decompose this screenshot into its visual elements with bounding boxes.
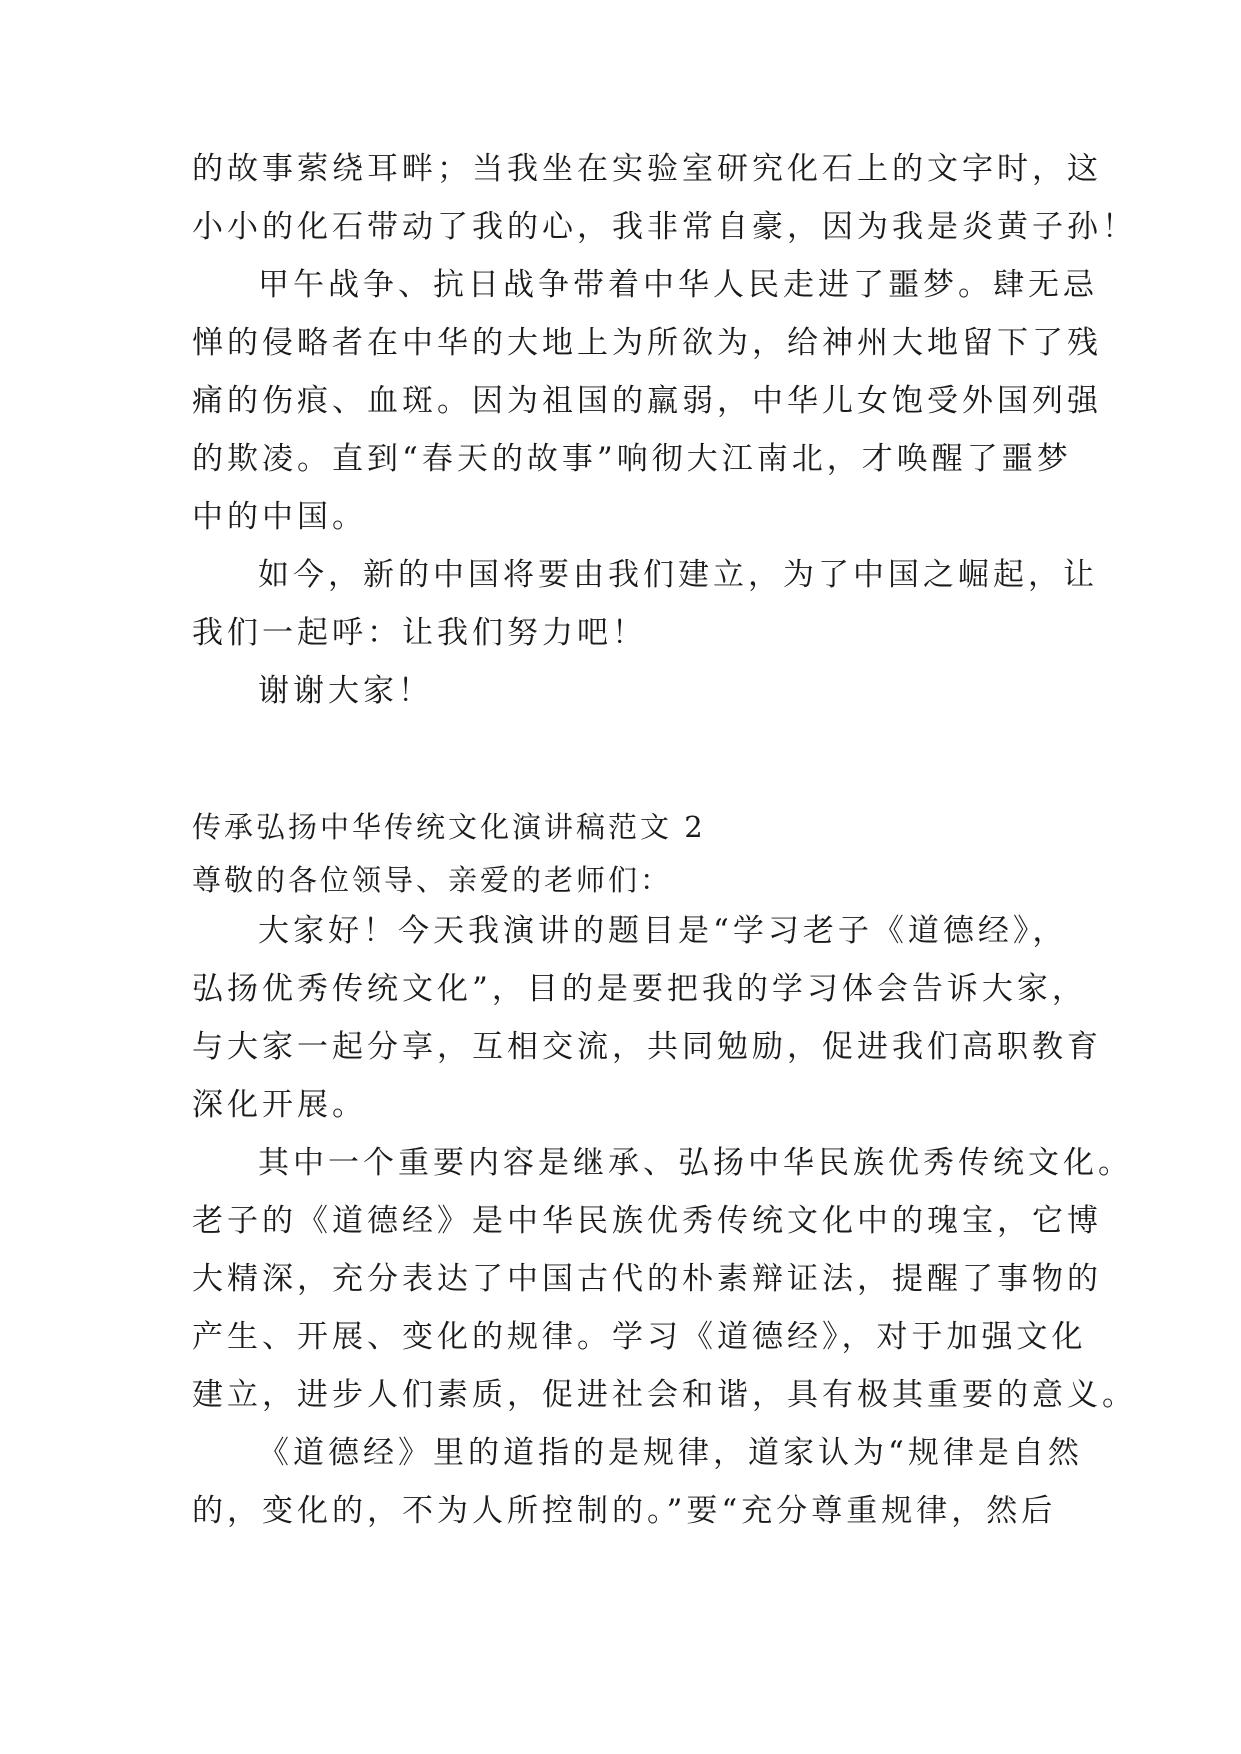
body-line: 谢谢大家！	[258, 673, 433, 709]
body-line: 其中一个重要内容是继承、弘扬中华民族优秀传统文化。	[258, 1145, 1133, 1181]
section-1-body	[192, 140, 1137, 720]
body-line: 大家好！今天我演讲的题目是“学习老子《道德经》，	[258, 913, 1068, 949]
body-line: 惮的侵略者在中华的大地上为所欲为，给神州大地留下了残	[192, 325, 1102, 361]
body-line: 的，变化的，不为人所控制的。”要“充分尊重规律，然后	[192, 1493, 1057, 1529]
section-2-body	[192, 902, 1137, 1540]
body-line: 产生、开展、变化的规律。学习《道德经》，对于加强文化	[192, 1319, 1087, 1355]
body-line: 的故事萦绕耳畔；当我坐在实验室研究化石上的文字时，这	[192, 151, 1102, 187]
body-line: 小小的化石带动了我的心，我非常自豪，因为我是炎黄子孙！	[192, 209, 1137, 245]
body-line: 老子的《道德经》是中华民族优秀传统文化中的瑰宝，它博	[192, 1203, 1102, 1239]
section-2-title: 传承弘扬中华传统文化演讲稿范文 2	[192, 810, 706, 844]
body-line: 弘扬优秀传统文化”，目的是要把我的学习体会告诉大家，	[192, 971, 1087, 1007]
body-line: 《道德经》里的道指的是规律，道家认为“规律是自然	[258, 1435, 1083, 1471]
body-line: 甲午战争、抗日战争带着中华人民走进了噩梦。肆无忌	[258, 267, 1098, 303]
body-line: 痛的伤痕、血斑。因为祖国的羸弱，中华儿女饱受外国列强	[192, 383, 1102, 419]
body-line: 大精深，充分表达了中国古代的朴素辩证法，提醒了事物的	[192, 1261, 1102, 1297]
body-line: 建立，进步人们素质，促进社会和谐，具有极其重要的意义。	[192, 1377, 1137, 1413]
body-line: 我们一起呼：让我们努力吧！	[192, 615, 647, 651]
body-line: 如今，新的中国将要由我们建立，为了中国之崛起，让	[258, 557, 1098, 593]
body-line: 与大家一起分享，互相交流，共同勉励，促进我们高职教育	[192, 1029, 1102, 1065]
body-line: 深化开展。	[192, 1087, 367, 1123]
body-line: 中的中国。	[192, 499, 367, 535]
body-line: 的欺凌。直到“春天的故事”响彻大江南北，才唤醒了噩梦	[192, 441, 1072, 477]
section-2-greeting: 尊敬的各位领导、亲爱的老师们：	[192, 863, 673, 897]
